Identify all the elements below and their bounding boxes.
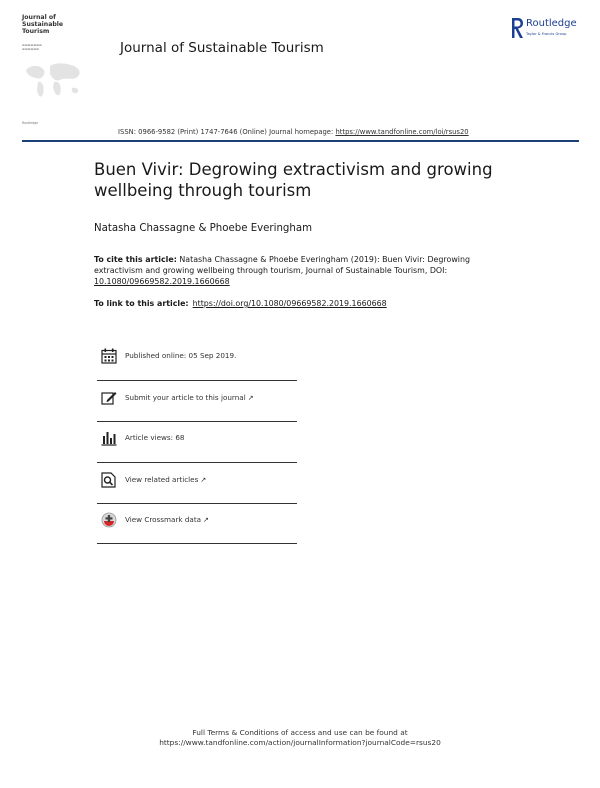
meta-divider [97, 462, 297, 463]
article-views: Article views: 68 [125, 433, 185, 442]
cite-doi-link[interactable]: 10.1080/09669582.2019.1660668 [94, 277, 230, 286]
related-search-icon [101, 472, 117, 488]
header-rule [22, 140, 579, 142]
publisher-tagline: Taylor & Francis Group [526, 32, 567, 36]
view-crossmark-link[interactable]: View Crossmark data ↗ [125, 515, 209, 524]
issn-line [118, 128, 469, 136]
publisher-logo [510, 17, 590, 43]
journal-homepage-link[interactable]: https://www.tandfonline.com/loi/rsus20 [335, 128, 469, 136]
submit-row[interactable] [97, 390, 297, 420]
journal-cover [22, 14, 86, 132]
crossmark-row[interactable] [97, 512, 297, 542]
world-map-icon [22, 56, 86, 108]
calendar-icon [101, 348, 117, 364]
footer-journal-info-link[interactable]: https://www.tandfonline.com/action/journalInformation?journalCode=rsus20 [159, 738, 441, 747]
footer-terms-text: Full Terms & Conditions of access and use can be found at [192, 728, 408, 737]
cover-publisher: Routledge [22, 121, 39, 125]
crossmark-icon [101, 512, 117, 528]
publisher-name: Routledge [526, 18, 577, 29]
edit-icon [101, 390, 117, 406]
meta-divider [97, 543, 297, 544]
external-link-icon: ↗ [247, 394, 254, 402]
routledge-r-icon [510, 17, 524, 39]
article-link-line [94, 299, 387, 308]
cover-title: Journal of Sustainable Tourism [22, 14, 64, 35]
bar-chart-icon [101, 430, 117, 446]
published-date: Published online: 05 Sep 2019. [125, 351, 237, 360]
article-authors: Natasha Chassagne & Phoebe Everingham [94, 223, 313, 234]
published-row [97, 348, 297, 378]
article-doi-link[interactable]: https://doi.org/10.1080/09669582.2019.1660668 [192, 299, 387, 308]
meta-divider [97, 421, 297, 422]
view-related-articles-link[interactable]: View related articles ↗ [125, 475, 207, 484]
journal-name: Journal of Sustainable Tourism [120, 40, 324, 56]
cover-small-print: ▬▬▬▬▬▬▬ ▬▬▬▬▬▬ [22, 43, 42, 51]
meta-divider [97, 380, 297, 381]
related-row[interactable] [97, 472, 297, 502]
views-row [97, 430, 297, 460]
cite-label: To cite this article: [94, 255, 177, 264]
cite-text: Natasha Chassagne & Phoebe Everingham (2019): Buen Vivir: Degrowing extractivism and growing wellbeing through tourism, Journal of Sustainable Tourism, DOI: [94, 255, 470, 275]
meta-divider [97, 503, 297, 504]
citation-block [94, 254, 514, 287]
submit-article-link[interactable]: Submit your article to this journal ↗ [125, 393, 254, 402]
link-label: To link to this article: [94, 299, 189, 308]
article-title: Buen Vivir: Degrowing extractivism and growing wellbeing through tourism [94, 160, 493, 200]
issn-text: ISSN: 0966-9582 (Print) 1747-7646 (Online) Journal homepage: [118, 128, 336, 136]
footer [0, 728, 600, 748]
external-link-icon: ↗ [200, 476, 207, 484]
external-link-icon: ↗ [203, 516, 209, 524]
